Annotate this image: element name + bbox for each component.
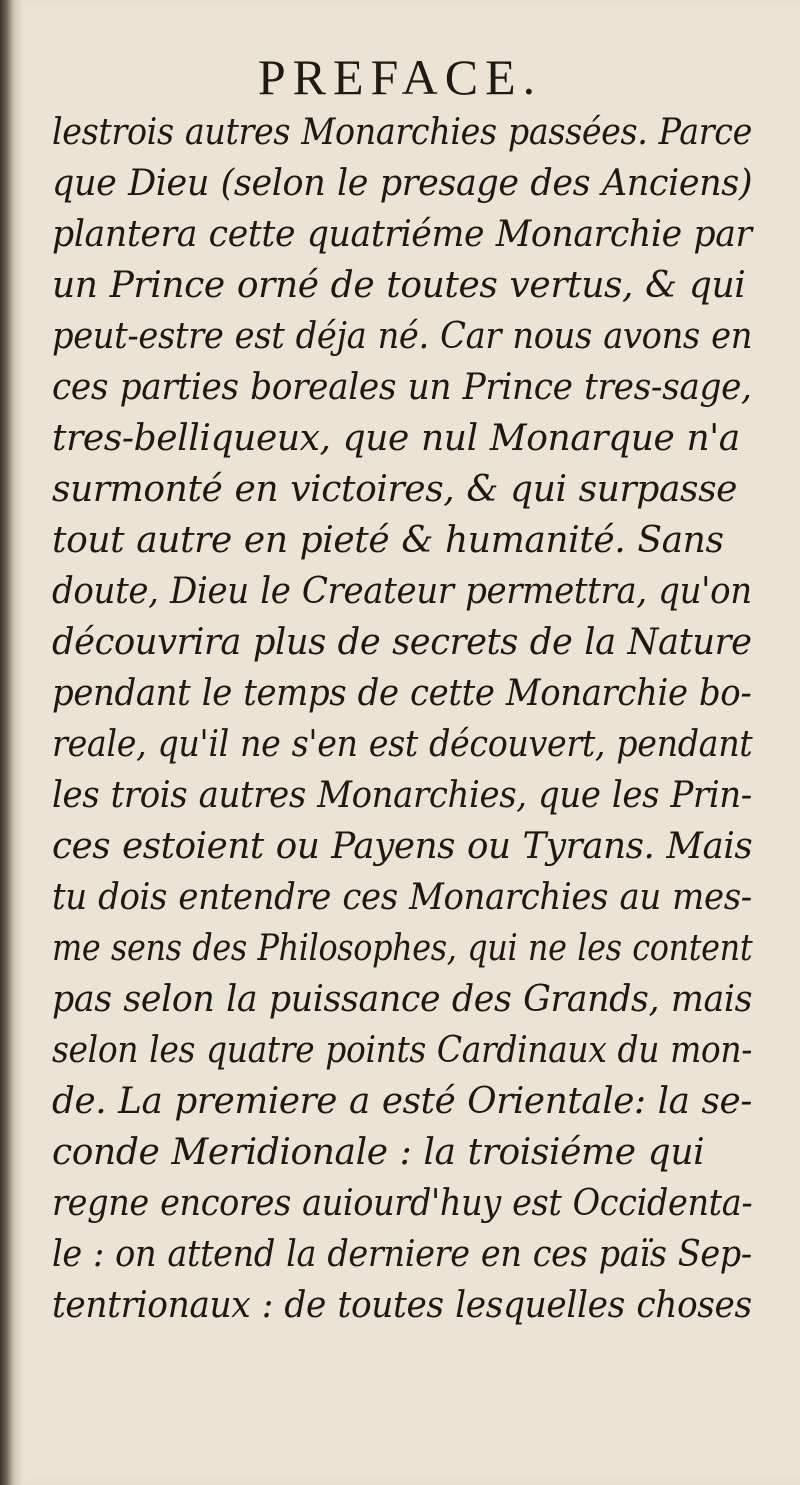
text-line: que Dieu (selon le presage des Anciens) bbox=[52, 163, 753, 204]
text-line: un Prince orné de toutes vertus, & qui bbox=[52, 265, 746, 306]
running-head: PREFACE. bbox=[257, 49, 543, 105]
text-line: ces estoient ou Payens ou Tyrans. Mais bbox=[52, 826, 753, 867]
text-line: regne encores auiourd'huy est Occidenta- bbox=[52, 1183, 753, 1224]
text-line: peut-estre est déja né. Car nous avons en bbox=[52, 316, 753, 357]
text-line: tu dois entendre ces Monarchies au mes- bbox=[52, 877, 752, 918]
text-line: surmonté en victoires, & qui surpasse bbox=[52, 469, 738, 510]
text-line: lestrois autres Monarchies passées. Parce bbox=[52, 112, 752, 153]
page-gutter bbox=[0, 0, 24, 1485]
text-line: doute, Dieu le Createur permettra, qu'on bbox=[52, 571, 752, 612]
text-line: reale, qu'il ne s'en est découvert, pendant bbox=[52, 724, 753, 765]
text-line: ces parties boreales un Prince tres-sage, bbox=[52, 367, 752, 408]
text-line: me sens des Philosophes, qui ne les content bbox=[52, 928, 753, 969]
text-line: pendant le temps de cette Monarchie bo- bbox=[52, 673, 752, 714]
text-line: conde Meridionale : la troisiéme qui bbox=[52, 1132, 705, 1173]
text-line: selon les quatre points Cardinaux du mon- bbox=[52, 1030, 753, 1071]
text-line: découvrira plus de secrets de la Nature bbox=[52, 622, 752, 663]
text-line: de. La premiere a esté Orientale: la se- bbox=[52, 1081, 752, 1122]
body-text bbox=[52, 107, 753, 1331]
text-line: le : on attend la derniere en ces païs Sep- bbox=[52, 1234, 752, 1275]
text-line: les trois autres Monarchies, que les Prin- bbox=[52, 775, 752, 816]
text-line: pas selon la puissance des Grands, mais bbox=[52, 979, 753, 1020]
text-line: plantera cette quatriéme Monarchie par bbox=[52, 214, 752, 255]
text-line: tres-belliqueux, que nul Monarque n'a bbox=[52, 418, 740, 459]
text-line: tout autre en pieté & humanité. Sans bbox=[52, 520, 724, 561]
text-line: tentrionaux : de toutes lesquelles choses bbox=[52, 1285, 752, 1326]
